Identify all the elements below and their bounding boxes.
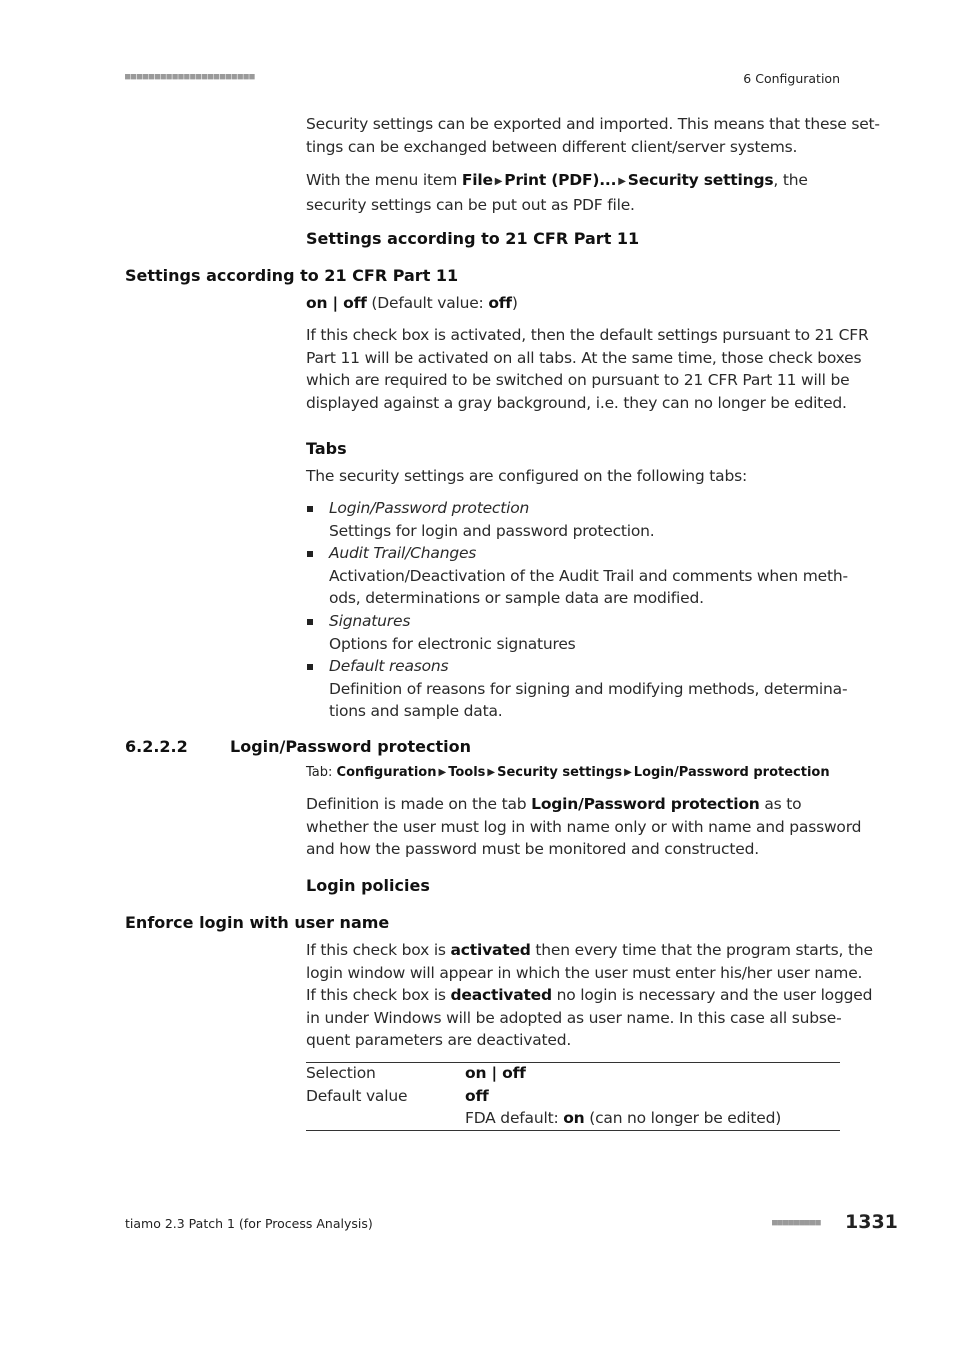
section-definition: Definition is made on the tab Login/Password protection as to whether the user must log in with name only or with name and password and how the password must be monitored and constructed. — [306, 795, 862, 858]
arrow-right-icon: ▶ — [624, 767, 632, 778]
table-top-rule — [306, 1062, 840, 1063]
selection-value: on | off — [465, 1064, 526, 1082]
tab-list-item: Login/Password protection Settings for login and password protection. — [329, 499, 655, 540]
header-decoration: ■■■■■■■■■■■■■■■■■■■■■■ — [125, 72, 256, 82]
selection-label: Selection — [306, 1064, 376, 1082]
footer-product: tiamo 2.3 Patch 1 (for Process Analysis) — [125, 1216, 373, 1231]
menu-print-pdf: Print (PDF)... — [504, 171, 617, 189]
tab-path-breadcrumb: Tab: Configuration ▶ Tools ▶ Security settings ▶ Login/Password protection — [306, 765, 830, 780]
enforce-login-heading: Enforce login with user name — [125, 913, 390, 932]
cfr-values: on | off (Default value: off) — [306, 294, 518, 312]
tabs-heading: Tabs — [306, 439, 347, 458]
cfr-parameter-heading: Settings according to 21 CFR Part 11 — [125, 266, 459, 285]
bullet-icon — [307, 619, 313, 625]
login-policies-heading: Login policies — [306, 876, 430, 895]
bullet-icon — [307, 664, 313, 670]
tabs-intro: The security settings are configured on the following tabs: — [306, 467, 748, 485]
section-title: Login/Password protection — [230, 737, 472, 756]
tab-list-item: Audit Trail/Changes Activation/Deactivation of the Audit Trail and comments when meth- ods, determinations or sample data are modified. — [329, 544, 848, 607]
enforce-login-description: If this check box is activated then every time that the program starts, the login window will appear in which the user must enter his/her user name. If this check box is deactivated no login is necessary and the user logged in under Windows will be adopted as user name. In this case all subse- quent parameters are deactivated. — [306, 941, 873, 1049]
arrow-right-icon: ▶ — [487, 767, 496, 778]
table-bottom-rule — [306, 1130, 840, 1131]
intro-paragraph-1 — [306, 113, 880, 158]
intro-p2-line1: With the menu item File ▶ Print (PDF)... ▶ Security settings, the — [306, 169, 808, 194]
cfr-subheading: Settings according to 21 CFR Part 11 — [306, 229, 640, 248]
section-number: 6.2.2.2 — [125, 737, 188, 756]
intro-p1-line1: Security settings can be exported and imported. This means that these set- — [306, 115, 880, 133]
bullet-icon — [307, 506, 313, 512]
bullet-icon — [307, 551, 313, 557]
page-number: 1331 — [845, 1211, 898, 1233]
arrow-right-icon: ▶ — [438, 767, 447, 778]
arrow-right-icon: ▶ — [618, 176, 626, 187]
footer-decoration: ■■■■■■■■■ — [772, 1218, 821, 1228]
intro-p1-line2: tings can be exchanged between different client/server systems. — [306, 137, 798, 156]
menu-security-settings: Security settings — [627, 171, 774, 189]
default-value-label: Default value — [306, 1087, 408, 1105]
cfr-description: If this check box is activated, then the default settings pursuant to 21 CFR Part 11 will be activated on all tabs. At the same time, those check boxes which are required to be switched on pursuant to 21 CFR Part 11 will be displayed against a gray background, i.e. they can no longer be edited. — [306, 326, 869, 412]
header-chapter: 6 Configuration — [743, 71, 840, 86]
menu-file: File — [461, 171, 493, 189]
fda-default: FDA default: on (can no longer be edited) — [465, 1109, 782, 1127]
tab-list-item: Signatures Options for electronic signatures — [329, 612, 576, 653]
default-value: off — [465, 1087, 489, 1105]
intro-p2-line2: security settings can be put out as PDF file. — [306, 195, 635, 214]
arrow-right-icon: ▶ — [494, 176, 503, 187]
tab-list-item: Default reasons Definition of reasons for signing and modifying methods, determina- tions and sample data. — [329, 657, 848, 720]
intro-paragraph-2 — [306, 169, 808, 216]
